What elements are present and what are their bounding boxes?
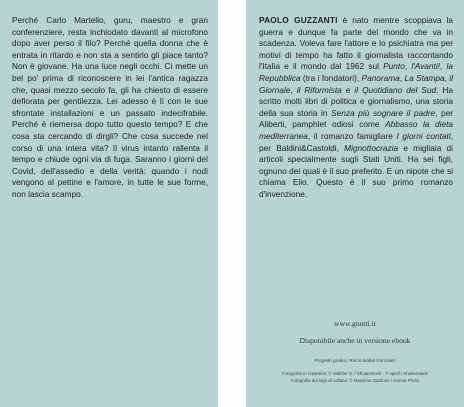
bio-text: , per Aliberti, pamphlet odiosi come: [259, 107, 453, 130]
book-title: Senza più sognare il padre: [331, 107, 436, 118]
bio-text: e: [341, 84, 355, 95]
bio-separator: ,: [440, 61, 447, 72]
bio-separator: ,: [399, 72, 405, 83]
bio-text: . Ha scritto molti libri di politica e giornalismo, una storia della sua storia in: [259, 84, 453, 118]
publication-title: il Giornale: [259, 72, 453, 95]
bio-separator: ,: [290, 84, 297, 95]
bio-text: , il romanzo famigliare: [307, 130, 397, 141]
publication-title: la Repubblica: [259, 61, 453, 83]
author-bio: [259, 15, 453, 201]
book-title: Mignottocrazia: [344, 142, 399, 153]
bio-separator: ,: [404, 61, 412, 72]
publication-title: il Riformista: [296, 84, 342, 95]
publication-title: La Stampa: [404, 72, 445, 83]
publication-title: l'Avanti!: [411, 61, 440, 72]
bio-text: è nato mentre scoppiava la guerra e dunque fa parte del mondo che va in scadenza. Voleva fare l'attore e lo psichiatra ma per motivi di tempo ha fatto il giornalista raccontando l'Italia e il mondo dal 1962 sul: [259, 15, 453, 72]
cover-photo-credit: Fotografie in copertina: © Walther S. / Shutterstock - © spiell / Shutterstock: [282, 371, 428, 376]
publication-title: il Quotidiano del Sud: [354, 84, 437, 95]
left-flap: [0, 0, 218, 407]
publication-title: Punto: [383, 61, 405, 72]
book-title: Abbasso la dieta mediterranea: [259, 119, 453, 141]
ebook-availability-note: Disponibile anche in versione ebook: [299, 336, 411, 345]
author-name: PAOLO GUZZANTI: [259, 15, 338, 25]
bio-text: e migliaia di articoli specialmente sugli Stati Uniti. Ha sei figli, ognuno dei quali è il suo preferito. E un nipote che si chiama Elio. Questo è il suo primo romanzo d'invenzione.: [259, 142, 453, 199]
bio-text: , per Baldini&Castoldi,: [259, 130, 453, 153]
publisher-website: www.giunti.it: [334, 319, 376, 328]
publication-title: Panorama: [361, 72, 400, 83]
logo-photo-credit: Fotografia del logo di collana: © Massimo Gardone / Azimut Photo: [290, 378, 420, 383]
book-title: I giorni contati: [396, 130, 451, 141]
right-flap: [246, 0, 464, 407]
bio-separator: ,: [444, 72, 450, 83]
graphic-design-credit: Progetto grafico: Rocío Isabel González: [314, 358, 396, 363]
synopsis-paragraph: Perché Carlo Martello, guru, maestro e gran conferenziere, resta inchiodato davanti al microfono dopo aver perso il filo? Perché quella donna che è entrata in ritardo e non sta a sentirlo gli piace tanto? Non è giovane. Ha una luce negli occhi. Ci mette un bel po' prima di riconoscere in lei l'antica ragazza che, quasi mezzo secolo fa, gli ha chiesto di essere deflorata per gentilezza. Lei adesso è lì con le sue sfrontate installazioni e un passato indecifrabile. Perché è riemersa dopo tutto questo tempo? E che cosa sta cercando di dirgli? Che cosa succede nel corso di una intera vita? Il virus intanto rallenta il tempo e chiude ogni via di fuga. Saranno i giorni del Covid, dell'assedio e della verità: quando i nodi vengono al pettine e l'amore, in tutte le sue forme, non lascia scampo.: [12, 15, 208, 199]
bio-text: (tra i fondatori),: [300, 72, 362, 83]
